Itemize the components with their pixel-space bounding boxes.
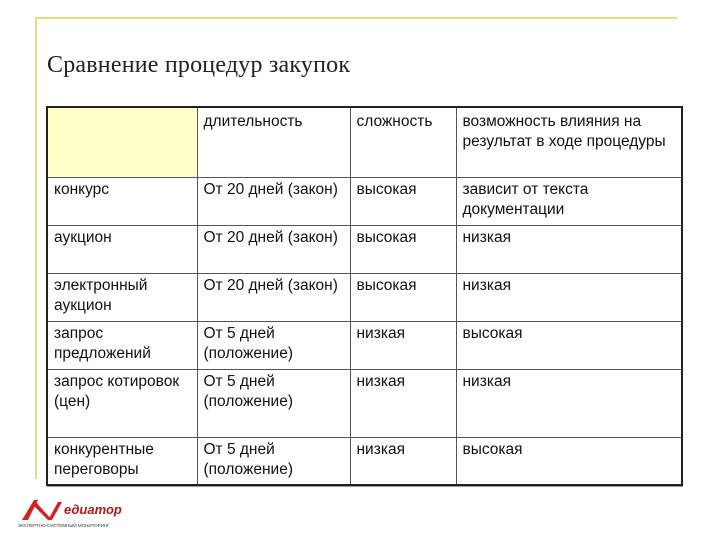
table-row: [47, 177, 682, 225]
table-cell: высокая: [456, 437, 682, 485]
table-cell: запрос предложений: [47, 321, 197, 369]
table-cell: От 20 дней (закон): [197, 273, 350, 321]
mediator-logo-icon: [22, 500, 62, 520]
table-cell: От 20 дней (закон): [197, 225, 350, 273]
table-cell: низкая: [456, 225, 682, 273]
slide-frame-left: [35, 17, 37, 479]
table-cell: низкая: [350, 321, 456, 369]
table-header-cell: сложность: [350, 107, 456, 177]
table-cell: конкурс: [47, 177, 197, 225]
table-cell: запрос котировок (цен): [47, 369, 197, 437]
table-header-cell: [47, 107, 197, 177]
table-row: [47, 437, 682, 485]
table-row: [47, 321, 682, 369]
table-cell: высокая: [456, 321, 682, 369]
table-cell: От 20 дней (закон): [197, 177, 350, 225]
table-cell: низкая: [456, 273, 682, 321]
table-cell: От 5 дней (положение): [197, 437, 350, 485]
table-row: [47, 369, 682, 437]
table-cell: низкая: [350, 369, 456, 437]
table-cell: конкурентные переговоры: [47, 437, 197, 485]
table-cell: низкая: [456, 369, 682, 437]
table-cell: высокая: [350, 177, 456, 225]
table-cell: От 5 дней (положение): [197, 369, 350, 437]
footer-divider: [47, 486, 683, 487]
table-cell: низкая: [350, 437, 456, 485]
table-row: [47, 273, 682, 321]
table-row: [47, 225, 682, 273]
mediator-logo: [14, 496, 184, 530]
comparison-table: [46, 106, 683, 486]
table-cell: высокая: [350, 273, 456, 321]
logo-tagline: ЭКСПЕРТНО-СИСТЕМНЫЙ МОНИТОРИНГ: [18, 523, 110, 528]
slide-title: Сравнение процедур закупок: [47, 52, 351, 78]
slide-frame-top: [35, 17, 677, 19]
table-header-row: [47, 107, 682, 177]
table-cell: электронный аукцион: [47, 273, 197, 321]
table-cell: От 5 дней (положение): [197, 321, 350, 369]
table-cell: аукцион: [47, 225, 197, 273]
table-cell: зависит от текста документации: [456, 177, 682, 225]
table-header-cell: возможность влияния на результат в ходе процедуры: [456, 107, 682, 177]
table-header-cell: длительность: [197, 107, 350, 177]
table-cell: высокая: [350, 225, 456, 273]
logo-name: едиатор: [64, 502, 122, 517]
